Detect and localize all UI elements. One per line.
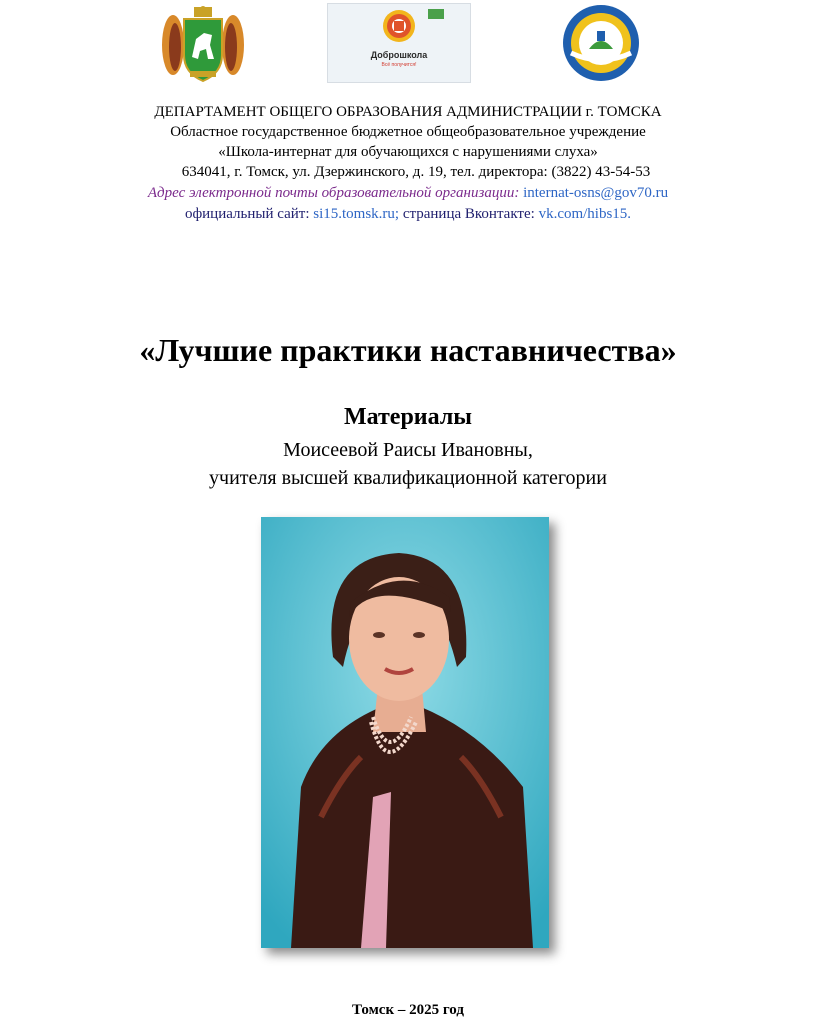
institution-type-line: Областное государственное бюджетное общеобразовательное учреждение: [170, 124, 646, 140]
vk-label: страница Вконтакте:: [402, 206, 535, 222]
vk-link[interactable]: vk.com/hibs15.: [538, 206, 632, 222]
dobroshkola-title: Доброшкола: [370, 50, 428, 60]
address-line: 634041, г. Томск, ул. Дзержинского, д. 19, тел. директора: (3822) 43-54-53: [181, 164, 651, 180]
site-label: официальный сайт:: [184, 206, 310, 222]
website-line: [0, 205, 816, 224]
materials-heading: Материалы: [343, 404, 473, 430]
school-emblem-logo: [557, 3, 645, 83]
author-portrait-photo: [261, 517, 549, 948]
dobroshkola-subtitle: Всё получится!: [381, 62, 417, 68]
department-line: ДЕПАРТАМЕНТ ОБЩЕГО ОБРАЗОВАНИЯ АДМИНИСТРАЦИИ г. ТОМСКА: [154, 104, 662, 120]
footer-city-year: Томск – 2025 год: [352, 1002, 464, 1018]
institution-name-line: «Школа-интернат для обучающихся с нарушениями слуха»: [218, 144, 598, 160]
email-line: [0, 184, 816, 203]
email-label: Адрес электронной почты образовательной организации:: [147, 185, 520, 201]
coat-of-arms-logo: [160, 5, 246, 85]
site-link[interactable]: si15.tomsk.ru;: [313, 206, 400, 222]
email-link[interactable]: internat-osns@gov70.ru: [523, 185, 669, 201]
author-role: учителя высшей квалификационной категории: [209, 467, 607, 489]
document-title: «Лучшие практики наставничества»: [139, 332, 677, 368]
dobroshkola-logo: [327, 3, 471, 83]
author-name: Моисеевой Раисы Ивановны,: [283, 439, 533, 461]
